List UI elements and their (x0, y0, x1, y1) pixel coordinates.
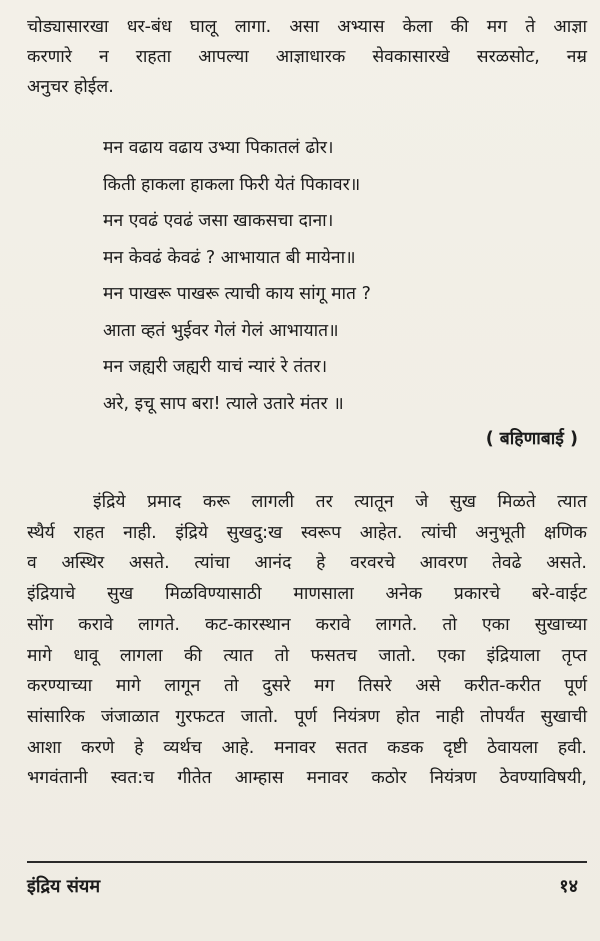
body-line: व अस्थिर असते. त्यांचा आनंद हे वरवरचे आवरण तेवढे असते. (27, 553, 587, 574)
poem-verse: मन केवढं केवढं ? आभायात बी मायेना॥ (103, 247, 356, 268)
body-line: आशा करणे हे व्यर्थच आहे. मनावर सतत कडक दृष्टी ठेवायला हवी. (27, 737, 587, 758)
body-line: मागे धावू लागला की त्यात तो फसतच जातो. एका इंद्रियाला तृप्त (27, 645, 587, 666)
poem-verse: किती हाकला हाकला फिरी येतं पिकावर॥ (103, 174, 361, 195)
intro-line: अनुचर होईल. (27, 77, 114, 97)
poem-verse: मन एवढं एवढं जसा खाकसचा दाना। (103, 211, 334, 231)
body-line: इंद्रिये प्रमाद करू लागली तर त्यातून जे सुख मिळते त्यात (93, 492, 587, 512)
body-paragraph (27, 487, 587, 794)
body-line: स्थैर्य राहत नाही. इंद्रिये सुखदु:ख स्वरूप आहेत. त्यांची अनुभूती क्षणिक (27, 522, 587, 543)
poem-verse: मन पाखरू पाखरू त्याची काय सांगू मात ? (103, 284, 371, 304)
poem-verse: मन वढाय वढाय उभ्या पिकातलं ढोर। (103, 138, 334, 158)
poem-block (103, 130, 503, 422)
page-number: १४ (559, 876, 578, 897)
poem-verse: अरे, इचू साप बरा! त्याले उतारे मंतर ॥ (103, 393, 344, 414)
body-line: सांसारिक जंजाळात गुरफटत जातो. पूर्ण नियंत्रण होत नाही तोपर्यंत सुखाची (27, 706, 587, 727)
poem-attribution: ( बहिणाबाई ) (485, 429, 578, 449)
body-line: सोंग करावे लागते. कट-कारस्थान करावे लागते. तो एका सुखाच्या (27, 614, 587, 635)
footer-divider (27, 861, 587, 863)
intro-line: करणारे न राहता आपल्या आज्ञाधारक सेवकासारखे सरळसोट, नम्र (27, 47, 587, 67)
poem-verse: आता व्हतं भुईवर गेलं गेलं आभायात॥ (103, 320, 339, 341)
body-line: इंद्रियाचे सुख मिळविण्यासाठी माणसाला अनेक प्रकारचे बरे-वाईट (27, 584, 587, 605)
poem-verse: मन जह्यरी जह्यरी याचं न्यारं रे तंतर। (103, 357, 328, 377)
intro-line: चोड्यासारखा धर-बंध घालू लागा. असा अभ्यास केला की मग ते आज्ञा (27, 17, 587, 37)
footer-chapter-title: इंद्रिय संयम (27, 876, 101, 897)
intro-paragraph (27, 12, 587, 102)
body-line: भगवंतानी स्वत:च गीतेत आम्हास मनावर कठोर नियंत्रण ठेवण्याविषयी, (27, 768, 587, 789)
body-line: करण्याच्या मागे लागून तो दुसरे मग तिसरे असे करीत-करीत पूर्ण (27, 676, 587, 697)
